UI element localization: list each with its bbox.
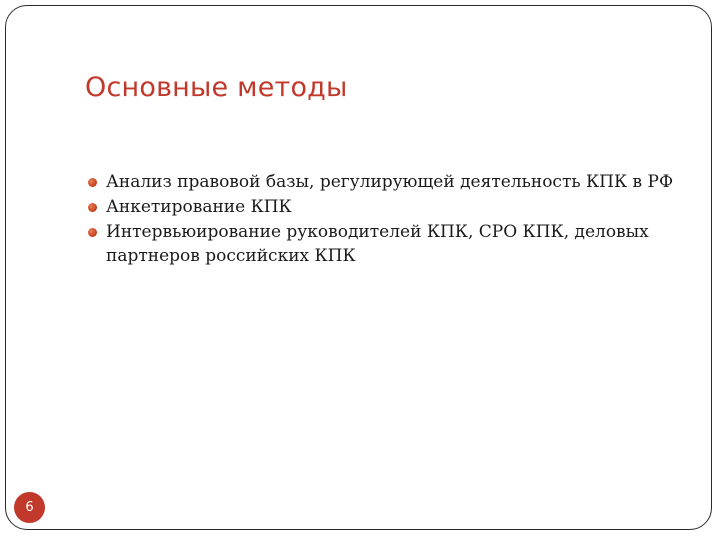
- page-number-badge: [14, 492, 45, 523]
- bullet-text: Анкетирование КПК: [106, 197, 292, 217]
- bullet-dot-icon: [88, 178, 97, 187]
- page-number: 6: [25, 500, 34, 515]
- slide-frame: [5, 5, 712, 530]
- bullet-text: Анализ правовой базы, регулирующей деятельность КПК в РФ: [106, 172, 674, 192]
- slide-title: Основные методы: [85, 72, 348, 103]
- list-item: [86, 170, 696, 194]
- list-item: [86, 220, 696, 268]
- bullet-dot-icon: [88, 228, 97, 237]
- bullet-text: Интервьюирование руководителей КПК, СРО КПК, деловых партнеров российских КПК: [106, 222, 649, 266]
- bullet-list: [86, 170, 696, 269]
- list-item: [86, 195, 696, 219]
- bullet-dot-icon: [88, 203, 97, 212]
